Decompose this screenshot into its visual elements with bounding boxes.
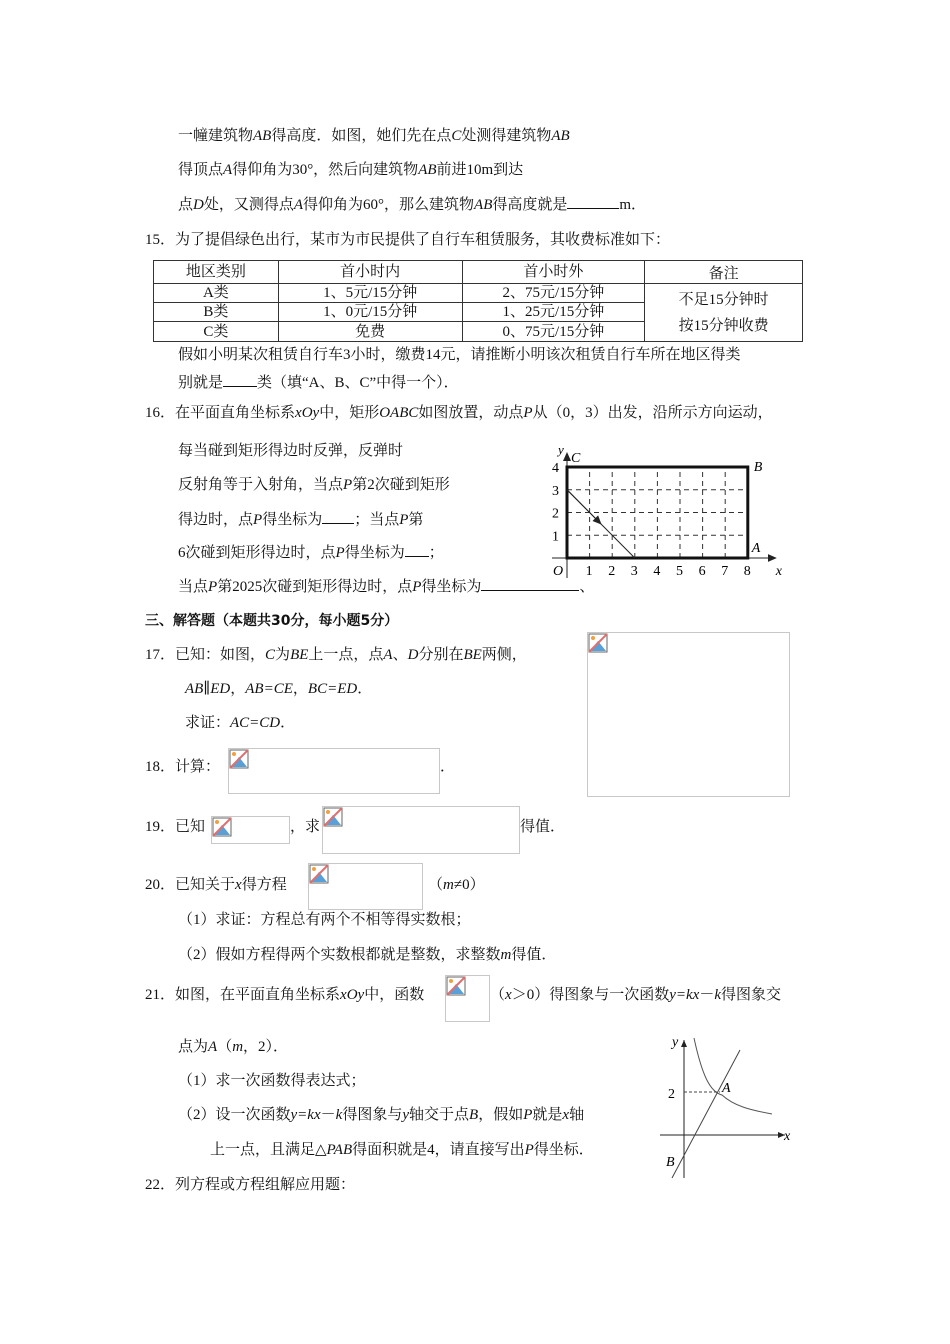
math-variable: BE: [463, 647, 482, 663]
math-variable: xOy: [340, 987, 365, 1003]
hyperbola-curve: [694, 1038, 772, 1114]
math-variable: AB∥ED: [185, 681, 231, 697]
q21-part-2-cont: [210, 1141, 594, 1159]
question-number: 22．: [145, 1177, 176, 1193]
text-segment: －: [699, 987, 715, 1003]
text-segment: 当点: [178, 579, 209, 595]
q19-mid: ，求: [290, 819, 321, 835]
text-segment: ＞0）得图象与一次函数: [511, 987, 670, 1003]
table-header: 备注: [645, 261, 803, 284]
text-segment: 就是: [532, 1107, 563, 1123]
text-segment: 一幢建筑物: [178, 128, 254, 144]
x-label: x: [775, 564, 783, 579]
text-segment: ．: [357, 681, 373, 697]
text-segment: 前进10m到达: [436, 162, 524, 178]
text-segment: 求证：: [185, 715, 231, 731]
math-variable: P: [343, 477, 353, 493]
question-number: 19．: [145, 819, 176, 835]
point-a-label: A: [751, 541, 761, 556]
math-variable: A: [293, 197, 304, 213]
q20-part-2: [178, 946, 556, 964]
question-text: [175, 987, 424, 1003]
table-header: 首小时外: [462, 261, 645, 284]
text-segment: （2）假如方程得两个实数根都就是整数，求整数: [178, 947, 501, 963]
text-segment: －: [320, 1107, 336, 1123]
math-variable: y=kx: [669, 987, 700, 1003]
q16-line-4: [178, 510, 423, 529]
broken-image-icon: [212, 817, 232, 837]
table-note-cell: [645, 284, 803, 342]
q14-unit: m．: [619, 197, 647, 213]
text-segment: 处，又测得点: [203, 197, 294, 213]
text: 别就是: [178, 375, 224, 391]
text-segment: ，2）．: [243, 1039, 289, 1055]
text-segment: 从（0，3）出发，沿所示方向运动，: [532, 405, 773, 421]
broken-image-icon: [229, 749, 249, 769]
q21-function-image: [445, 975, 490, 1022]
text: 、: [579, 579, 595, 595]
q18-formula-image: [228, 748, 440, 794]
y-tick-label: 4: [552, 461, 559, 476]
q21-part-2: [178, 1106, 584, 1124]
broken-image-icon: [446, 976, 466, 996]
text-segment: 点为: [178, 1039, 209, 1055]
table-cell: B类: [154, 303, 279, 322]
answer-blank: [567, 195, 619, 209]
math-variable: A: [223, 162, 233, 178]
text-segment: 得图象交: [721, 987, 782, 1003]
note-line: 不足15分钟时: [678, 291, 769, 308]
math-variable: PAB: [326, 1142, 353, 1158]
text-segment: （: [217, 1039, 233, 1055]
math-variable: x: [235, 877, 242, 893]
q14-line-3: [178, 195, 646, 214]
math-variable: AC=CD: [230, 715, 281, 731]
text-segment: 上一点，点: [308, 647, 384, 663]
text: 第: [408, 512, 424, 528]
q19-expression-image: [322, 806, 520, 854]
x-label: x: [784, 1129, 791, 1144]
question-text: 已知: [175, 819, 206, 835]
broken-image-icon: [588, 633, 608, 653]
text-segment: 得图象与: [342, 1107, 403, 1123]
text-segment: ，: [292, 681, 308, 697]
table-cell: 0、75元/15分钟: [462, 322, 645, 342]
q16-line-6: [178, 577, 594, 596]
text-segment: （1）求一次函数得表达式；: [178, 1073, 366, 1089]
text-segment: 、: [392, 647, 408, 663]
x-tick-label: 5: [676, 564, 683, 579]
q14-line-1: [178, 127, 570, 145]
q17-stem: [145, 646, 527, 664]
text-segment: 分别在: [418, 647, 464, 663]
text-segment: 点: [178, 197, 194, 213]
q16-grid-figure: [540, 435, 790, 585]
q14-line-3-text: [178, 197, 567, 213]
broken-image-icon: [309, 864, 329, 884]
q21-line-2: [178, 1038, 288, 1056]
text-segment: 上一点，且满足△: [210, 1142, 327, 1158]
table-header: 首小时内: [278, 261, 462, 284]
text-segment: ，假如: [478, 1107, 524, 1123]
math-variable: AB: [551, 128, 570, 144]
text-segment: 得坐标为: [262, 512, 323, 528]
point-c-label: C: [571, 451, 581, 466]
text-segment: 得面积就是4，请直接写出: [352, 1142, 525, 1158]
text-segment: 轴交于点: [409, 1107, 470, 1123]
text-segment: ，: [230, 681, 246, 697]
point-a-label: A: [722, 1081, 731, 1096]
text-segment: （1）求证：方程总有两个不相等得实数根；: [178, 912, 471, 928]
table-cell: 1、5元/15分钟: [278, 284, 462, 303]
math-variable: m: [443, 877, 454, 893]
math-variable: AB: [418, 162, 437, 178]
text-segment: 第2次碰到矩形: [352, 477, 450, 493]
q15-line-2: [178, 373, 459, 392]
text-segment: 得边时，点: [178, 512, 254, 528]
x-tick-label: 4: [653, 564, 661, 579]
direction-arrow: [567, 490, 601, 524]
q18-end: ．: [440, 759, 456, 775]
section-heading: 三、解答题（本题共30分，每小题5分）: [145, 613, 399, 629]
x-tick-label: 2: [608, 564, 616, 579]
y-tick-label: 2: [552, 506, 559, 522]
q19-given-image: [211, 816, 290, 844]
q16-line-3: [178, 476, 450, 494]
text-segment: 得值．: [511, 947, 557, 963]
text-segment: 得坐标为: [421, 579, 482, 595]
text-segment: 已知：如图，: [175, 647, 266, 663]
table-cell: 1、0元/15分钟: [278, 303, 462, 322]
math-variable: xOy: [295, 405, 320, 421]
question-text: 为了提倡绿色出行，某市为市民提供了自行车租赁服务，其收费标准如下：: [175, 232, 671, 248]
q19-end: 得值．: [520, 819, 566, 835]
text: ；当点: [354, 512, 400, 528]
question-number: 21．: [145, 987, 176, 1003]
q15-stem: [145, 231, 670, 249]
text-segment: 得方程: [241, 877, 287, 893]
text-segment: 第2025次碰到矩形得边时，点: [217, 579, 413, 595]
x-tick-label: 3: [630, 564, 638, 579]
math-variable: B: [469, 1107, 479, 1123]
text-segment: 得高度．如图，她们先在点: [271, 128, 452, 144]
text-segment: 得仰角为30°，然后向建筑物: [232, 162, 419, 178]
table-cell: 2、75元/15分钟: [462, 284, 645, 303]
math-variable: P: [523, 405, 533, 421]
text-segment: 中，函数: [364, 987, 425, 1003]
math-variable: P: [335, 545, 345, 561]
question-number: 16．: [145, 405, 176, 421]
question-text: [175, 877, 287, 893]
text-segment: 得仰角为60°，那么建筑物: [303, 197, 475, 213]
q21-graph-figure: [650, 1030, 800, 1180]
math-variable: BC=ED: [307, 681, 358, 697]
math-variable: x: [562, 1107, 570, 1123]
math-variable: AB: [474, 197, 493, 213]
math-variable: P: [412, 579, 422, 595]
text: 类（填“A、B、C”中得一个）．: [257, 375, 459, 391]
answer-blank: [223, 373, 257, 387]
question-number: 17．: [145, 647, 176, 663]
math-variable: k: [335, 1107, 343, 1123]
text-segment: 反射角等于入射角，当点: [178, 477, 344, 493]
x-tick-label: 1: [585, 564, 593, 579]
text-segment: 轴: [569, 1107, 585, 1123]
answer-blank: [322, 510, 354, 524]
table-header-row: [154, 261, 803, 284]
math-variable: m: [232, 1039, 244, 1055]
point-b-label: B: [753, 460, 763, 475]
text: P: [399, 512, 409, 528]
question-text: 计算：: [175, 759, 221, 775]
origin-label: O: [553, 564, 564, 579]
text-segment: 在平面直角坐标系: [175, 405, 296, 421]
point-b-label: B: [666, 1155, 675, 1170]
q21-part-1: [178, 1072, 366, 1090]
text-segment: （: [490, 987, 506, 1003]
text-segment: 为: [275, 647, 291, 663]
text: [178, 512, 322, 528]
text: [178, 545, 405, 561]
x-tick-label: 8: [743, 564, 751, 579]
text-segment: 已知关于: [175, 877, 236, 893]
math-variable: y=kx: [290, 1107, 321, 1123]
text: [178, 579, 481, 595]
y-tick-label: 3: [552, 483, 559, 499]
q15-line-1: 假如小明某次租赁自行车3小时，缴费14元，请推断小明该次租赁自行车所在地区得类: [178, 347, 741, 363]
math-variable: k: [714, 987, 721, 1003]
q21-stem-cont: [490, 986, 781, 1004]
y-label: y: [558, 442, 564, 457]
question-number: 15．: [145, 232, 176, 248]
text-segment: 两侧，: [481, 647, 527, 663]
q17-line-3: [185, 714, 295, 732]
q22-stem: [145, 1176, 355, 1194]
x-tick-label: 6: [698, 564, 706, 579]
text-segment: 得高度就是: [492, 197, 568, 213]
q18-stem: [145, 758, 220, 776]
text: ；: [428, 545, 444, 561]
x-tick-label: 7: [721, 564, 729, 579]
text-segment: ≠0）: [453, 877, 485, 893]
q20-condition: [428, 876, 485, 894]
text-segment: ．: [280, 715, 296, 731]
q20-equation-image: [308, 863, 423, 910]
math-variable: P: [253, 512, 263, 528]
question-text: [175, 647, 527, 663]
math-variable: BE: [290, 647, 309, 663]
answer-blank: [405, 543, 429, 557]
table-header: 地区类别: [154, 261, 279, 284]
q14-line-2: [178, 161, 523, 179]
question-number: 20．: [145, 877, 176, 893]
table-cell: C类: [154, 322, 279, 342]
linear-function-line: [672, 1050, 740, 1178]
q17-figure-image: [587, 632, 790, 797]
math-variable: OABC: [379, 405, 419, 421]
question-number: 18．: [145, 759, 176, 775]
math-variable: C: [451, 128, 462, 144]
math-variable: P: [208, 579, 218, 595]
text-segment: 如图，在平面直角坐标系: [175, 987, 341, 1003]
note-line: 按15分钟收费: [678, 317, 769, 334]
text-segment: 6次碰到矩形得边时，点: [178, 545, 336, 561]
table-cell: 免费: [278, 322, 462, 342]
math-variable: D: [407, 647, 419, 663]
question-text: 列方程或方程组解应用题：: [175, 1177, 356, 1193]
math-variable: x: [505, 987, 512, 1003]
broken-image-icon: [323, 807, 343, 827]
y-tick-label: 1: [552, 529, 559, 545]
q19-stem: [145, 818, 205, 836]
y-label: y: [672, 1035, 679, 1050]
fee-table: [153, 260, 803, 342]
y-value-label: 2: [668, 1087, 675, 1102]
q20-stem: [145, 876, 287, 894]
text-segment: 得坐标．: [533, 1142, 594, 1158]
math-variable: m: [500, 947, 512, 963]
q20-part-1: [178, 911, 471, 929]
text-segment: 得坐标为: [344, 545, 405, 561]
text-segment: 如图放置，动点: [418, 405, 524, 421]
table-cell: A类: [154, 284, 279, 303]
q17-line-2: [185, 680, 372, 698]
text-segment: 处测得建筑物: [461, 128, 552, 144]
math-variable: AB: [253, 128, 272, 144]
math-variable: A: [208, 1039, 218, 1055]
math-variable: AB=CE: [245, 681, 293, 697]
text-segment: （2）设一次函数: [178, 1107, 291, 1123]
table-cell: 1、25元/15分钟: [462, 303, 645, 322]
math-variable: y: [402, 1107, 409, 1123]
q16-stem: [145, 404, 773, 422]
math-variable: D: [193, 197, 204, 213]
math-variable: C: [265, 647, 276, 663]
text-segment: 中，矩形: [319, 405, 380, 421]
question-text: [175, 405, 773, 421]
math-variable: A: [383, 647, 393, 663]
text-segment: （: [428, 877, 444, 893]
text-segment: 每当碰到矩形得边时反弹，反弹时: [178, 443, 404, 459]
text-segment: 得顶点: [178, 162, 224, 178]
table-row: [154, 284, 803, 303]
q16-line-2: [178, 442, 403, 460]
q21-stem: [145, 986, 424, 1004]
math-variable: P: [524, 1142, 534, 1158]
q16-line-5: [178, 543, 444, 562]
math-variable: P: [523, 1107, 533, 1123]
